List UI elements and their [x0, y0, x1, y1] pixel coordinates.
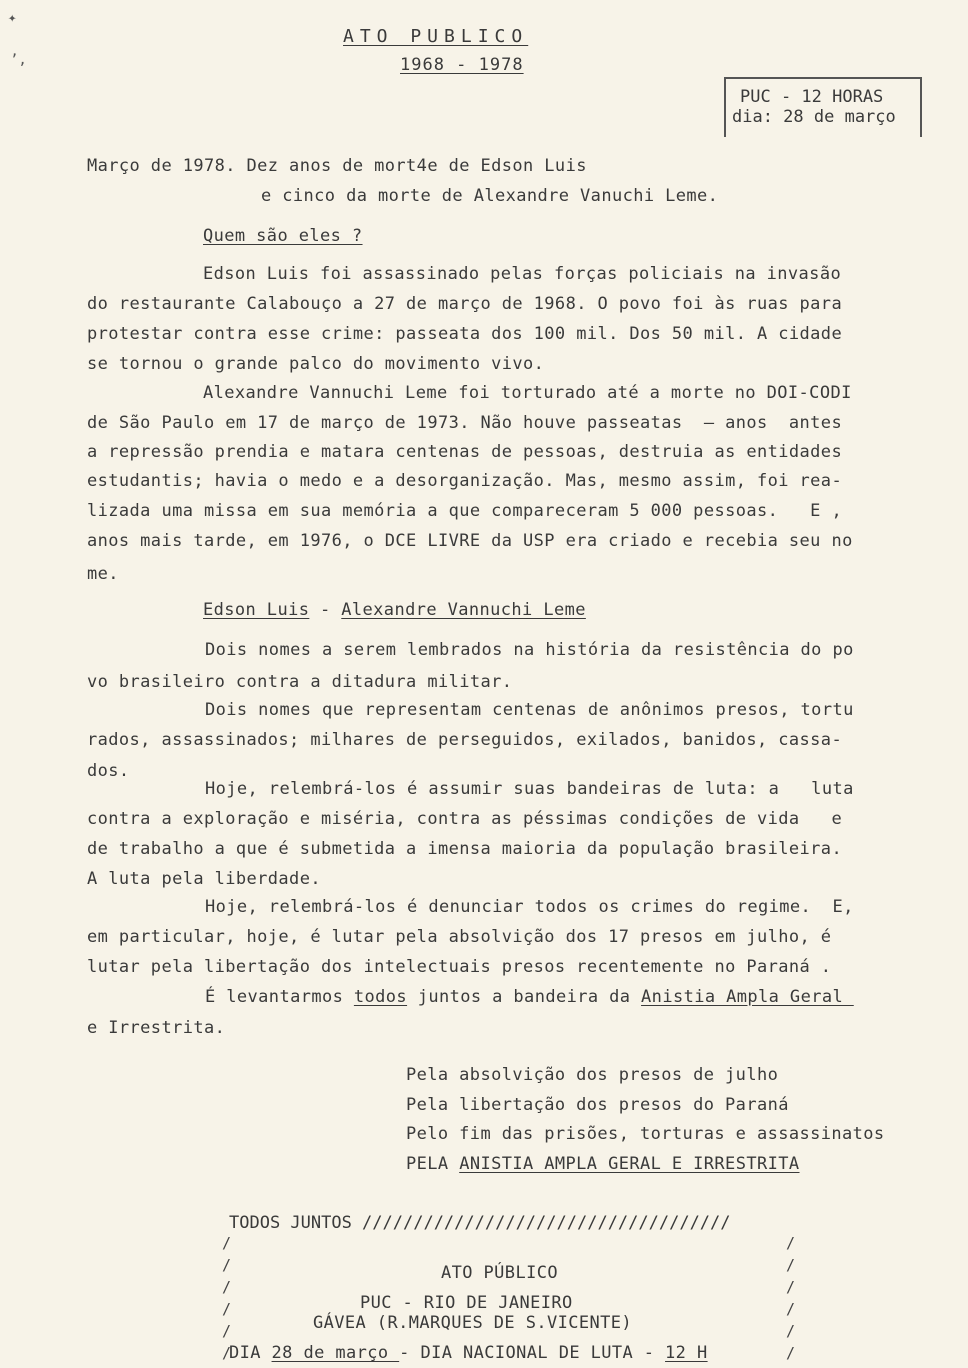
paragraph-line: A luta pela liberdade.: [87, 869, 321, 889]
paragraph-line: de São Paulo em 17 de março de 1973. Não houve passeatas — anos antes: [87, 413, 843, 433]
text-run: DIA: [229, 1343, 272, 1363]
event-time: PUC - 12 HORAS: [740, 87, 884, 107]
section-heading: [203, 600, 586, 620]
slogan-line: Pela absolvição dos presos de julho: [406, 1065, 779, 1085]
underlined-text: 12 H: [665, 1343, 708, 1363]
text-run: PELA: [406, 1154, 460, 1174]
intro-line: Março de 1978. Dez anos de mort4e de Edson Luis: [87, 156, 587, 176]
paragraph-line: Hoje, relembrá-los é denunciar todos os crimes do regime. E,: [205, 897, 854, 917]
paragraph-line: Alexandre Vannuchi Leme foi torturado até a morte no DOI-CODI: [203, 383, 852, 403]
paragraph-line: de trabalho a que é submetida a imensa maioria da população brasileira.: [87, 839, 843, 859]
frame-left-border: / / / / / /: [222, 1234, 232, 1362]
paragraph-line: anos mais tarde, em 1976, o DCE LIVRE da USP era criado e recebia seu no: [87, 531, 853, 551]
footer-place: PUC - RIO DE JANEIRO: [360, 1293, 573, 1313]
paragraph-line: Hoje, relembrá-los é assumir suas bandeiras de luta: a luta: [205, 779, 854, 799]
event-date: dia: 28 de março: [732, 107, 896, 127]
frame-right-border: / / / / / /: [786, 1234, 796, 1362]
paragraph-line: se tornou o grande palco do movimento vivo.: [87, 354, 545, 374]
slogan-line: Pelo fim das prisões, torturas e assassinatos: [406, 1124, 885, 1144]
intro-line: e cinco da morte de Alexandre Vanuchi Leme.: [261, 186, 719, 206]
paragraph-line: e Irrestrita.: [87, 1018, 226, 1038]
paragraph-line: vo brasileiro contra a ditadura militar.: [87, 672, 513, 692]
paragraph-line: dos.: [87, 761, 130, 781]
paragraph-line: lizada uma missa em sua memória a que compareceram 5 000 pessoas. E ,: [87, 501, 843, 521]
paragraph-line: estudantis; havia o medo e a desorganização. Mas, mesmo assim, foi rea-: [87, 471, 843, 491]
heading-name: Edson Luis: [203, 600, 310, 620]
underlined-text: Anistia Ampla Geral: [641, 987, 854, 1007]
paragraph-line: contra a exploração e miséria, contra as péssimas condições de vida e: [87, 809, 843, 829]
text-run: É levantarmos: [205, 987, 354, 1007]
footer-place: GÁVEA (R.MARQUES DE S.VICENTE): [313, 1313, 633, 1333]
footer-event: ATO PÚBLICO: [441, 1263, 558, 1283]
underlined-text: todos: [353, 987, 408, 1007]
paragraph-line: lutar pela libertação dos intelectuais presos recentemente no Paraná .: [87, 957, 832, 977]
paragraph-line: Dois nomes que representam centenas de anônimos presos, tortu: [205, 700, 854, 720]
footer-date: [229, 1343, 708, 1363]
event-info-box: [724, 77, 922, 137]
stray-mark: ʼ,: [10, 52, 27, 68]
paragraph-line: rados, assassinados; milhares de perseguidos, exilados, banidos, cassa-: [87, 730, 843, 750]
document-title: ATO PUBLICO: [343, 26, 529, 47]
footer-frame-top: TODOS JUNTOS ////////////////////////////////////: [229, 1213, 731, 1233]
heading-separator: -: [309, 600, 342, 620]
paragraph-line: protestar contra esse crime: passeata dos 100 mil. Dos 50 mil. A cidade: [87, 324, 843, 344]
stray-mark: ✦: [8, 10, 17, 26]
underlined-text: 28 de março: [271, 1343, 400, 1363]
text-run: - DIA NACIONAL DE LUTA -: [399, 1343, 666, 1363]
underlined-text: ANISTIA AMPLA GERAL E IRRESTRITA: [459, 1154, 800, 1174]
paragraph-line: em particular, hoje, é lutar pela absolvição dos 17 presos em julho, é: [87, 927, 832, 947]
text-run: juntos a bandeira da: [407, 987, 642, 1007]
paragraph-line: me.: [87, 564, 119, 584]
paragraph-line: Dois nomes a serem lembrados na história da resistência do po: [205, 640, 854, 660]
paragraph-line: a repressão prendia e matara centenas de pessoas, destruia as entidades: [87, 442, 843, 462]
slogan-line: [406, 1154, 800, 1174]
document-years: 1968 - 1978: [400, 55, 524, 75]
section-heading: Quem são eles ?: [203, 226, 363, 246]
heading-name: Alexandre Vannuchi Leme: [341, 600, 586, 620]
paragraph-line: do restaurante Calabouço a 27 de março de 1968. O povo foi às ruas para: [87, 294, 843, 314]
paragraph-line: [205, 987, 854, 1007]
slogan-line: Pela libertação dos presos do Paraná: [406, 1095, 789, 1115]
paragraph-line: Edson Luis foi assassinado pelas forças policiais na invasão: [203, 264, 842, 284]
